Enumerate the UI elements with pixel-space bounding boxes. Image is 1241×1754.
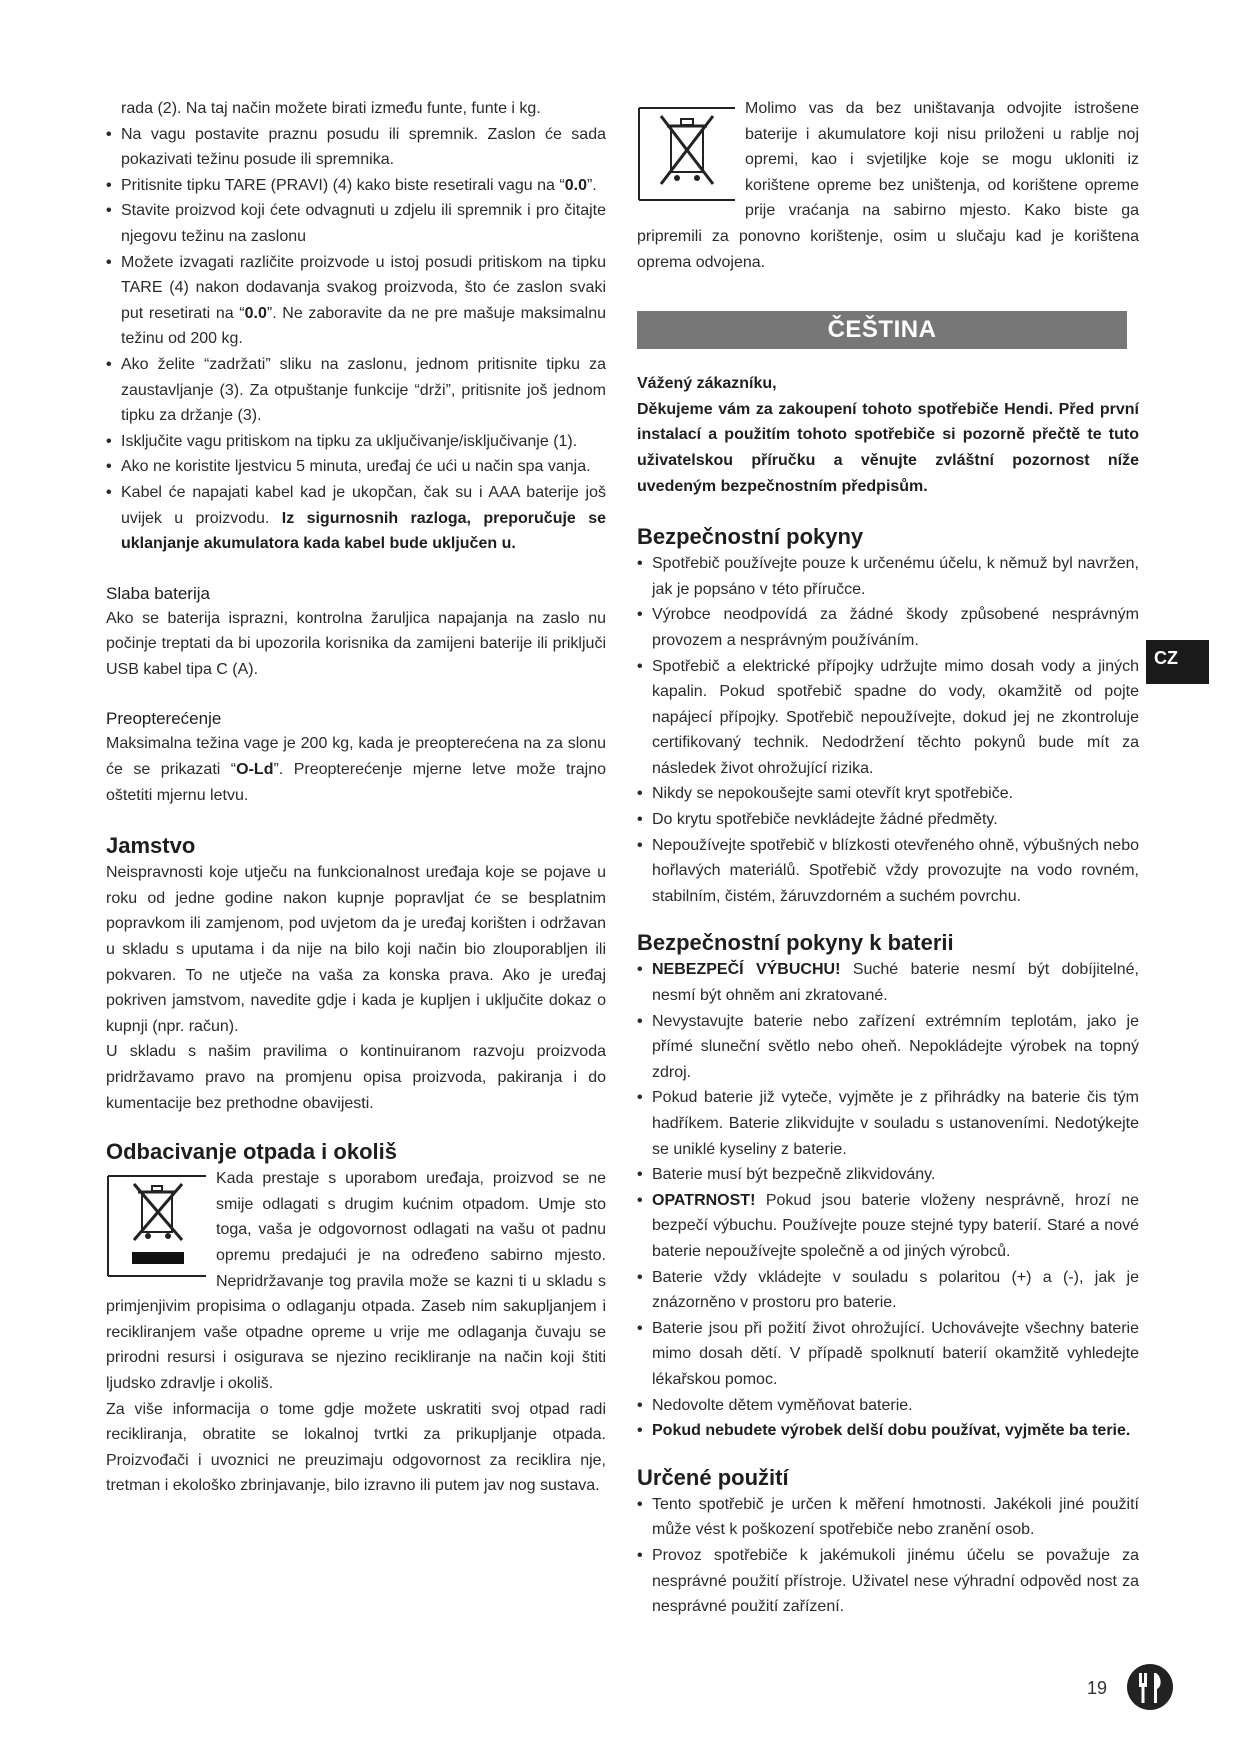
overload-title: Preopterećenje <box>106 709 222 729</box>
list-item: • Nikdy se nepokoušejte sami otevřít kryt spotřebiče. <box>637 781 1139 807</box>
list-item: • Pritisnite tipku TARE (PRAVI) (4) kako biste resetirali vagu na “0.0”. <box>106 173 606 199</box>
weee-battery-icon <box>637 100 737 208</box>
list-item: • Na vagu postavite praznu posudu ili spremnik. Zaslon će sada pokazivati težinu posude ili spremnika. <box>106 122 606 173</box>
right-column <box>637 96 1139 1620</box>
low-battery-text: Ako se baterija isprazni, kontrolna žaruljica napajanja na zaslo nu počinje treptati da bi upozorila korisnika da zamijeni baterije ili priključi USB kabel tipa C (A). <box>106 609 606 678</box>
left-column <box>106 96 606 1499</box>
list-item: • Možete izvagati različite proizvode u istoj posudi pritiskom na tipku TARE (4) nakon dodavanja svakog proizvoda, što će zaslon svaki put resetirati na “0.0”. Ne zaboravite da ne pre mašuje maksimalnu težinu od 200 kg. <box>106 250 606 352</box>
list-item: • NEBEZPEČÍ VÝBUCHU! Suché baterie nesmí být dobíjitelné, nesmí být ohněm ani zkratované. <box>637 957 1139 1008</box>
hendi-cutlery-logo-icon <box>1126 1663 1174 1711</box>
list-item: • Výrobce neodpovídá za žádné škody způsobené nesprávným provozem a nesprávným používáním. <box>637 602 1139 653</box>
intended-use-title: Určené použití <box>637 1464 789 1490</box>
list-item: • Pokud baterie již vyteče, vyjměte je z přihrádky na baterie čis tým hadříkem. Baterie zlikvidujte v souladu s ustanoveními. Nedotýkejte se uniklé kyseliny z baterie. <box>637 1085 1139 1162</box>
list-item: • Nepoužívejte spotřebič v blízkosti otevřeného ohně, výbušných nebo hořlavých materiálů. Spotřebič vždy provozujte na vodo rovném, stabilním, čistém, žáruvzdorném a suchém povrchu. <box>637 833 1139 910</box>
list-item: • Baterie vždy vkládejte v souladu s polaritou (+) a (-), jak je znázorněno v prostoru pro baterie. <box>637 1265 1139 1316</box>
page-number: 19 <box>1087 1678 1108 1698</box>
warranty-text-2: U skladu s našim pravilima o kontinuiranom razvoju proizvoda pridržavamo pravo na promjenu opisa proizvoda, pakiranja i do kumentacije bez prethodne obavijesti. <box>106 1043 606 1112</box>
language-tab: CZ <box>1146 640 1209 684</box>
battery-disposal-block <box>637 96 1139 275</box>
safety-list <box>637 551 1139 909</box>
warranty-title: Jamstvo <box>106 833 196 859</box>
list-item: • Nevystavujte baterie nebo zařízení extrémním teplotám, jako je přímé sluneční světlo nebo oheň. Nepokládejte výrobek na topný zdroj. <box>637 1009 1139 1086</box>
weee-bin-icon <box>106 1172 210 1280</box>
list-item: • Pokud nebudete výrobek delší dobu používat, vyjměte ba terie. <box>637 1418 1139 1444</box>
list-item: • Ako ne koristite ljestvicu 5 minuta, uređaj će ući u način spa vanja. <box>106 454 606 480</box>
overload-text: Maksimalna težina vage je 200 kg, kada je preopterećena na za slonu će se prikazati “O-Ld”. Preopterećenje mjerne letve može trajno oštetiti mjernu letvu. <box>106 735 606 804</box>
list-item: • Provoz spotřebiče k jakémukoli jinému účelu se považuje za nesprávné použití přístroje. Uživatel nese výhradní odpověd nost za nesprávné použití zařízení. <box>637 1543 1139 1620</box>
warranty-text-1: Neispravnosti koje utječu na funkcionalnost uređaja koje se pojave u roku od jedne godine nakon kupnje popravljat će se besplatnim popravkom ili zamjenom, pod uvjetom da je uređaj korišten i održavan u skladu s uputama i da nije na bilo koji način bio zlouporabljen ili pokvaren. To ne utječe na vaša za konska prava. Ako je uređaj pokriven jamstvom, navedite gdje i kada je kupljen i uključite dokaz o kupnji (npr. račun). <box>106 864 606 1035</box>
list-item: • Baterie jsou při požití život ohrožující. Uchovávejte všechny baterie mimo dosah dětí. V případě spolknutí baterií okamžitě vyhledejte lékařskou pomoc. <box>637 1316 1139 1393</box>
disposal-text-2: Za više informacija o tome gdje možete uskratiti svoj otpad radi recikliranja, obratite se lokalnoj tvrtki za prikupljanje otpada. Proizvođači i uvoznici ne preuzimaju odgovornost za reciklira nje, tretman i ekološko zbrinjavanje, bilo izravno ili putem jav nog sustava. <box>106 1400 606 1495</box>
list-item: • Tento spotřebič je určen k měření hmotnosti. Jakékoli jiné použití může vést k poškození spotřebiče nebo zranění osob. <box>637 1492 1139 1543</box>
list-item: • OPATRNOST! Pokud jsou baterie vloženy nesprávně, hrozí ne bezpečí výbuchu. Používejte pouze stejné typy baterií. Staré a nové baterie nepoužívejte společně a od jiných výrobců. <box>637 1188 1139 1265</box>
list-item: • Stavite proizvod koji ćete odvagnuti u zdjelu ili spremnik i pro čitajte njegovu težinu na zaslonu <box>106 198 606 249</box>
list-item: • Spotřebič používejte pouze k určenému účelu, k němuž byl navržen, jak je popsáno v této příručce. <box>637 551 1139 602</box>
disposal-block <box>106 1166 606 1499</box>
disposal-text-1: Kada prestaje s uporabom uređaja, proizvod se ne smije odlagati s drugim kućnim otpadom. Umje sto toga, vaša je odgovornost odlagati na vašu ot padnu opremu predajući je na određeno sabirno mjesto. Nepridržavanje tog pravila može se kazni ti u skladu s primjenjivim propisima o odlaganju otpada. Zaseb nim sakupljanjem i recikliranjem vaše otpadne opreme u vrije me odlaganja čuvaju se prirodni resursi i osigurava se njezino recikliranje na način koji štiti ljudsko zdravlje i okoliš. <box>106 1170 606 1392</box>
language-banner: ČEŠTINA <box>637 311 1127 349</box>
low-battery-title: Slaba baterija <box>106 583 210 603</box>
disposal-title: Odbacivanje otpada i okoliš <box>106 1139 397 1165</box>
list-item: rada (2). Na taj način možete birati između funte, funte i kg. <box>121 100 541 117</box>
battery-safety-list <box>637 957 1139 1443</box>
safety-title: Bezpečnostní pokyny <box>637 524 864 550</box>
intro-text: Vážený zákazníku, Děkujeme vám za zakoupení tohoto spotřebiče Hendi. Před první instalací a použitím tohoto spotřebiče si pozorně přečtě te tuto uživatelskou příručku a věnujte zvláštní pozornost níže uvedeným bezpečnostním předpisům. <box>637 375 1139 495</box>
list-item: • Isključite vagu pritiskom na tipku za uključivanje/isključivanje (1). <box>106 429 606 455</box>
list-item: • Ako želite “zadržati” sliku na zaslonu, jednom pritisnite tipku za zaustavljanje (3). Za otpuštanje funkcije “drži”, pritisnite još jednom tipku za držanje (3). <box>106 352 606 429</box>
list-item: • Spotřebič a elektrické přípojky udržujte mimo dosah vody a jiných kapalin. Pokud spotřebič spadne do vody, okamžitě od pojte napájecí přípojky. Spotřebič nepoužívejte, dokud jej ne zkontroluje certifikovaný technik. Nedodržení těchto pokynů bude mít za následek život ohrožující rizika. <box>637 654 1139 782</box>
list-item: • Do krytu spotřebiče nevkládejte žádné předměty. <box>637 807 1139 833</box>
list-item: • Kabel će napajati kabel kad je ukopčan, čak su i AAA baterije još uvijek u proizvodu. Iz sigurnosnih razloga, preporučuje se uklanjanje akumulatora kada kabel bude uključen u. <box>106 480 606 557</box>
intended-use-list <box>637 1492 1139 1620</box>
list-item: • Nedovolte dětem vyměňovat baterie. <box>637 1393 1139 1419</box>
battery-disposal-text: Molimo vas da bez uništavanja odvojite istrošene baterije i akumulatore koji nisu priloženi u rablje noj opremi, kao i svjetiljke koje se mogu ukloniti iz korištene opreme bez uništenja, od korištene opreme prije vraćanja na sabirno mjesto. Kako biste ga pripremili za ponovno korištenje, osim u slučaju kad je korištena oprema odvojena. <box>637 100 1139 271</box>
battery-safety-title: Bezpečnostní pokyny k baterii <box>637 930 954 956</box>
list-item: • Baterie musí být bezpečně zlikvidovány. <box>637 1162 1139 1188</box>
usage-bullets <box>106 96 606 557</box>
